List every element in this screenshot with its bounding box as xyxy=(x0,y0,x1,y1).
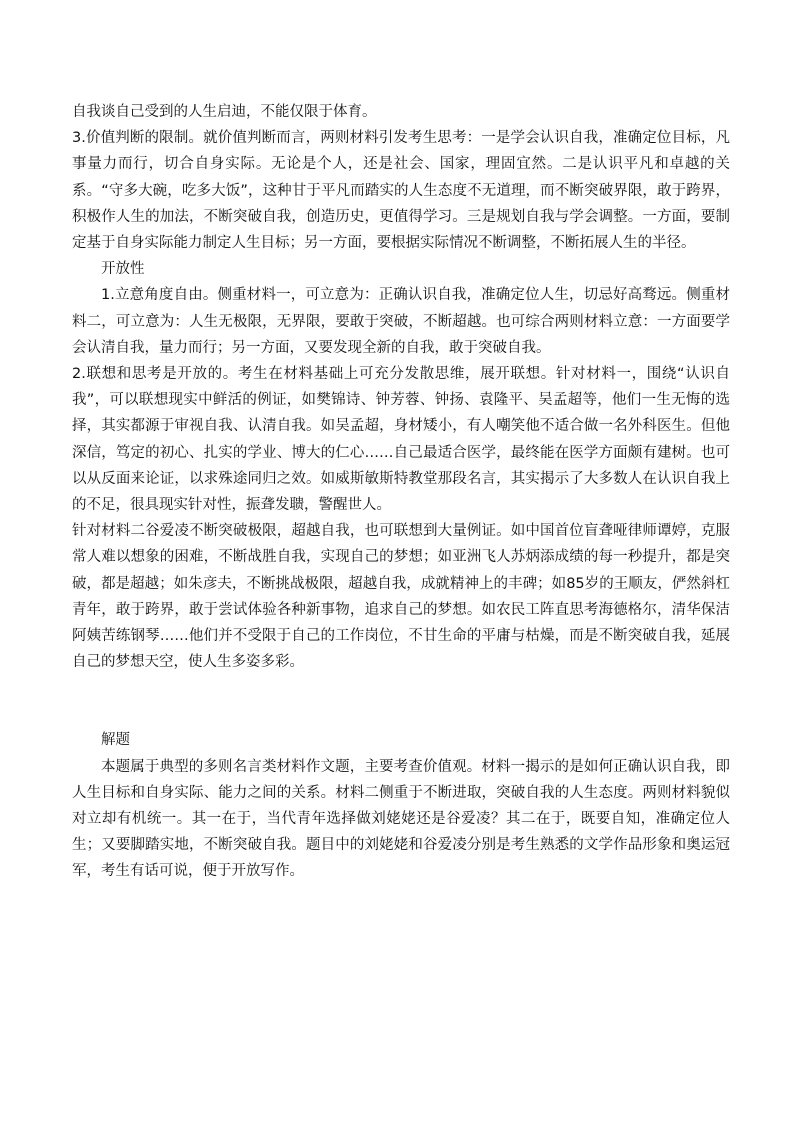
paragraph-theme-freedom: 1.立意角度自由。侧重材料一，可立意为：正确认识自我，准确定位人生，切忌好高骛远。侧重材料二，可立意为：人生无极限，无界限，要敢于突破，不断超越。也可综合两则材料立意：一方面要学会认清自我，量力而行；另一方面，又要发现全新的自我，敢于突破自我。 xyxy=(72,287,730,356)
heading-openness: 开放性 xyxy=(101,261,145,278)
paragraph-analysis: 本题属于典型的多则名言类材料作文题，主要考查价值观。材料一揭示的是如何正确认识自我，即人生目标和自身实际、能力之间的关系。材料二侧重于不断进取，突破自我的人生态度。两则材料貌似对立却有机统一。其一在于，当代青年选择做刘姥姥还是谷爱凌？其二在于，既要自知，准确定位人生；又要脚踏实地，不断突破自我。题目中的刘姥姥和谷爱凌分别是考生熟悉的文学作品形象和奥运冠军，考生有话可说，便于开放写作。 xyxy=(72,758,730,880)
paragraph-value-judgment: 3.价值判断的限制。就价值判断而言，两则材料引发考生思考：一是学会认识自我，准确定位目标，凡事量力而行，切合自身实际。无论是个人，还是社会、国家，理固宜然。二是认识平凡和卓越的关系。“守多大碗，吃多大饭”，这种甘于平凡而踏实的人生态度不无道理，而不断突破界限，敢于跨界，积极作人生的加法，不断突破自我，创造历史，更值得学习。三是规划自我与学会调整。一方面，要制定基于自身实际能力制定人生目标；另一方面，要根据实际情况不断调整，不断拓展人生的半径。 xyxy=(72,130,730,252)
section-spacer xyxy=(72,675,730,727)
paragraph-material-two: 针对材料二谷爱凌不断突破极限，超越自我，也可联想到大量例证。如中国首位盲聋哑律师谭婷，克服常人难以想象的困难，不断战胜自我，实现自己的梦想；如亚洲飞人苏炳添成绩的每一秒提升，都是突破，都是超越；如朱彦夫，不断挑战极限，超越自我，成就精神上的丰碑；如85岁的王顺友，俨然斜杠青年，敢于跨界，敢于尝试体验各种新事物，追求自己的梦想。如农民工阵直思考海德格尔，清华保洁阿姨苦练钢琴……他们并不受限于自己的工作岗位，不甘生命的平庸与枯燥，而是不断突破自我，延展自己的梦想天空，使人生多姿多彩。 xyxy=(72,523,730,671)
document-body xyxy=(72,99,730,885)
paragraph-association: 2.联想和思考是开放的。考生在材料基础上可充分发散思维，展开联想。针对材料一，围绕“认识自我”，可以联想现实中鲜活的例证，如樊锦诗、钟芳蓉、钟扬、袁隆平、吴孟超等，他们一生无悔的选择，其实都源于审视自我、认清自我。如吴孟超，身材矮小，有人嘲笑他不适合做一名外科医生。但他深信，笃定的初心、扎实的学业、博大的仁心……自己最适合医学，最终能在医学方面颇有建树。也可以从反面来论证，以求殊途同归之效。如威斯敏斯特教堂那段名言，其实揭示了大多数人在认识自我上的不足，很具现实针对性，振聋发聩，警醒世人。 xyxy=(72,366,730,514)
paragraph-continuation: 自我谈自己受到的人生启迪，不能仅限于体育。 xyxy=(72,104,377,120)
heading-analysis: 解题 xyxy=(101,732,130,749)
